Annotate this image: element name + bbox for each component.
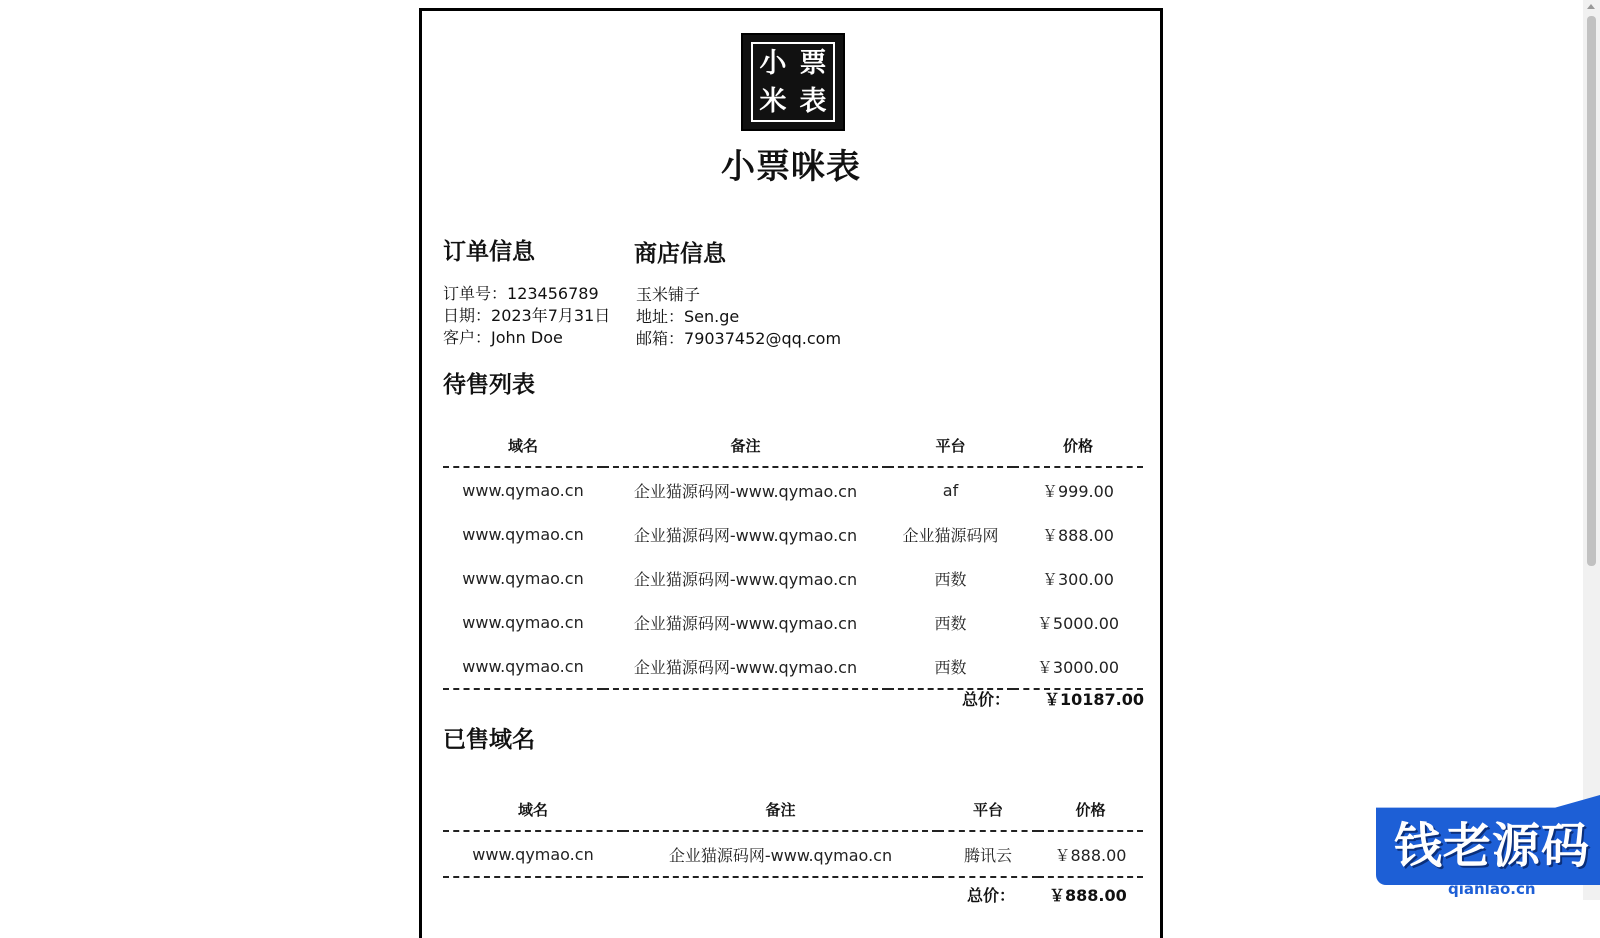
sold-table [443,788,1143,878]
column-header-price: 价格 [1013,424,1143,467]
table-header-row [443,788,1143,831]
shop-info [636,284,841,350]
price-cell: ￥5000.00 [1036,613,1120,633]
note-cell: 企业猫源码网-www.qymao.cn [603,644,888,689]
note-cell: 企业猫源码网-www.qymao.cn [633,569,858,589]
price-cell: ￥300.00 [1042,569,1114,589]
platform-cell: 企业猫源码网 [902,525,999,545]
table-row [443,831,1143,877]
scrollbar-thumb[interactable] [1587,16,1596,566]
price-cell: ￥3000.00 [1013,644,1143,689]
shop-address-row [636,306,841,328]
shop-email-label: 邮箱： [636,329,685,348]
column-header-note: 备注 [623,788,938,831]
order-date-row [443,305,610,327]
sold-total-label: 总价： [967,886,1016,905]
watermark-text: 钱老源码 [1394,818,1591,874]
scroll-up-arrow-icon[interactable] [1587,4,1595,9]
note-cell: 企业猫源码网-www.qymao.cn [633,481,858,501]
price-cell: ￥888.00 [1042,525,1114,545]
pending-total-label: 总价： [962,690,1011,709]
domain-cell: www.qymao.cn [462,568,584,588]
pending-table [443,424,1143,690]
pending-list-title: 待售列表 [443,372,535,398]
table-row [443,600,1143,644]
customer-row [443,327,610,349]
logo [741,33,845,131]
shop-name: 玉米铺子 [636,285,701,304]
customer-value: John Doe [491,328,563,347]
sold-domains-title: 已售域名 [443,727,535,753]
customer-label: 客户： [443,328,492,347]
domain-cell: www.qymao.cn [462,480,584,500]
order-date-label: 日期： [443,306,492,325]
order-info-title: 订单信息 [443,239,535,265]
logo-char: 小 [759,47,787,79]
note-cell: 企业猫源码网-www.qymao.cn [633,525,858,545]
order-number-label: 订单号： [443,284,508,303]
table-row [443,556,1143,600]
logo-char: 票 [799,47,827,79]
brand-name: 小票咪表 [721,147,861,187]
logo-mark [751,42,835,122]
note-cell: 企业猫源码网-www.qymao.cn [623,831,938,877]
price-cell: ￥888.00 [1038,831,1143,877]
sold-total-value: ￥888.00 [1049,886,1127,905]
domain-cell: www.qymao.cn [462,524,584,544]
platform-cell: 西数 [934,569,967,589]
shop-email-row [636,328,841,350]
column-header-domain: 域名 [443,424,603,467]
order-info [443,283,610,349]
shop-email-value: 79037452@qq.com [684,329,842,348]
column-header-price: 价格 [1038,788,1143,831]
domain-cell: www.qymao.cn [443,831,623,877]
order-number-row [443,283,610,305]
platform-cell: 西数 [888,644,1013,689]
platform-cell: 西数 [934,613,967,633]
column-header-platform: 平台 [888,424,1013,467]
page-scrollbar[interactable] [1583,0,1600,900]
table-row [443,512,1143,556]
watermark-url: qianlao.cn [1448,880,1536,898]
shop-address-label: 地址： [636,307,685,326]
table-header-row [443,424,1143,467]
table-row [443,644,1143,689]
column-header-domain: 域名 [443,788,623,831]
order-number-value: 123456789 [507,284,599,303]
watermark [1376,795,1600,900]
logo-char: 表 [799,85,827,117]
column-header-platform: 平台 [938,788,1038,831]
pending-total-value: ￥10187.00 [1044,690,1145,709]
domain-cell: www.qymao.cn [443,644,603,689]
order-date-value: 2023年7月31日 [491,306,611,325]
platform-cell: af [942,480,959,500]
note-cell: 企业猫源码网-www.qymao.cn [633,613,858,633]
price-cell: ￥999.00 [1042,481,1114,501]
table-row [443,467,1143,512]
receipt [419,8,1163,938]
logo-char: 米 [759,85,787,117]
shop-info-title: 商店信息 [634,241,726,267]
column-header-note: 备注 [603,424,888,467]
domain-cell: www.qymao.cn [462,612,584,632]
platform-cell: 腾讯云 [938,831,1038,877]
shop-address-value: Sen.ge [684,307,740,326]
